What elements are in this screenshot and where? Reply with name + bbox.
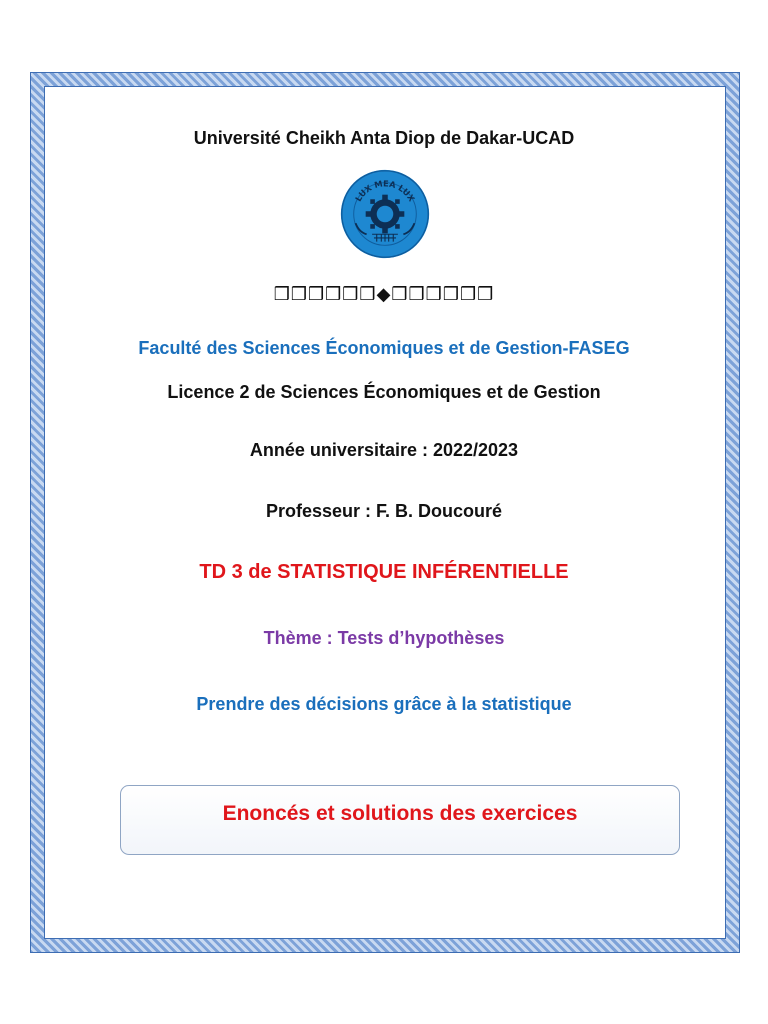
licence-level: Licence 2 de Sciences Économiques et de Gestion	[167, 382, 601, 402]
theme-line: Thème : Tests d’hypothèses	[263, 628, 505, 648]
professor-name: Professeur : F. B. Doucouré	[265, 501, 503, 521]
ornamental-separator: ❒❒❒❒❒❒◆❒❒❒❒❒❒	[273, 284, 495, 305]
exercises-box-title: Enoncés et solutions des exercices	[222, 802, 578, 825]
academic-year: Année universitaire : 2022/2023	[249, 440, 519, 460]
university-name: Université Cheikh Anta Diop de Dakar-UCAD	[193, 128, 575, 148]
td-title: TD 3 de STATISTIQUE INFÉRENTIELLE	[199, 561, 569, 583]
ucad-logo-icon	[339, 168, 431, 260]
exercises-box	[120, 785, 680, 855]
tagline: Prendre des décisions grâce à la statistique	[196, 694, 572, 714]
faculty-name: Faculté des Sciences Économiques et de Gestion-FASEG	[138, 338, 630, 358]
logo-motto: LUX MEA LUX	[353, 178, 417, 204]
